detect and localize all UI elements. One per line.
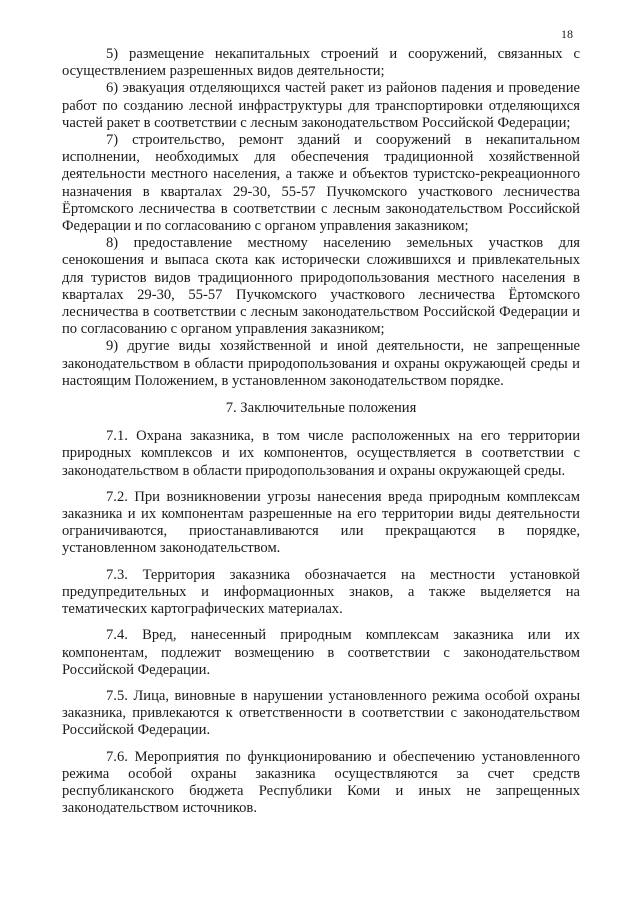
clause-7-6: 7.6. Мероприятия по функционированию и обеспечению установленного режима особой охраны заказника осуществляются за счет средств республиканского бюджета Республики Коми и иных не запрещенных законодательством источников. xyxy=(62,748,580,817)
clause-7-4: 7.4. Вред, нанесенный природным комплексам заказника или их компонентам, подлежит возмещению в соответствии с законодательством Российской Федерации. xyxy=(62,627,580,678)
list-item-6: 6) эвакуация отделяющихся частей ракет из районов падения и проведение работ по созданию лесной инфраструктуры для транспортировки отделяющихся частей ракет в соответствии с лесным законодательством Российской Федерации; xyxy=(62,80,580,131)
list-item-9: 9) другие виды хозяйственной и иной деятельности, не запрещенные законодательством в области природопользования и охраны окружающей среды и настоящим Положением, в установленном законодательством порядке. xyxy=(62,338,580,389)
list-item-7: 7) строительство, ремонт зданий и сооружений в некапитальном исполнении, необходимых для обеспечения традиционной хозяйственной деятельности местного населения, а также и объектов туристско-рекреационного назначения в кварталах 29-30, 55-57 Пучкомского участкового лесничества Ёртомского лесничества в соответствии с лесным законодательством Российской Федерации и по согласованию с органом управления заказником; xyxy=(62,132,580,235)
clause-7-5: 7.5. Лица, виновные в нарушении установленного режима особой охраны заказника, привлекаются к ответственности в соответствии с законодательством Российской Федерации. xyxy=(62,687,580,739)
document-body xyxy=(62,46,580,817)
page-number: 18 xyxy=(561,27,573,41)
section-heading: 7. Заключительные положения xyxy=(225,400,417,417)
clause-7-1: 7.1. Охрана заказника, в том числе расположенных на его территории природных комплексов и их компонентов, осуществляется в соответствии с законодательством в области природопользования и охраны окружающей среды. xyxy=(62,428,580,479)
clause-7-3: 7.3. Территория заказника обозначается на местности установкой предупредительных и информационных знаков, а также выделяется на тематических картографических материалах. xyxy=(62,566,580,618)
clause-7-2: 7.2. При возникновении угрозы нанесения вреда природным комплексам заказника и их компонентам разрешенные на его территории виды деятельности ограничиваются, приостанавливаются или прекращаются в порядке, установленном законодательством. xyxy=(62,488,580,557)
list-item-5: 5) размещение некапитальных строений и сооружений, связанных с осуществлением разрешенных видов деятельности; xyxy=(62,46,580,80)
list-item-8: 8) предоставление местному населению земельных участков для сенокошения и выпаса скота как исторически сложившихся и привлекательных для туристов видов традиционного природопользования местного населения в кварталах 29-30, 55-57 Пучкомского участкового лесничества Ёртомского лесничества в соответствии с лесным законодательством Российской Федерации и по согласованию с органом управления заказником; xyxy=(62,235,580,338)
